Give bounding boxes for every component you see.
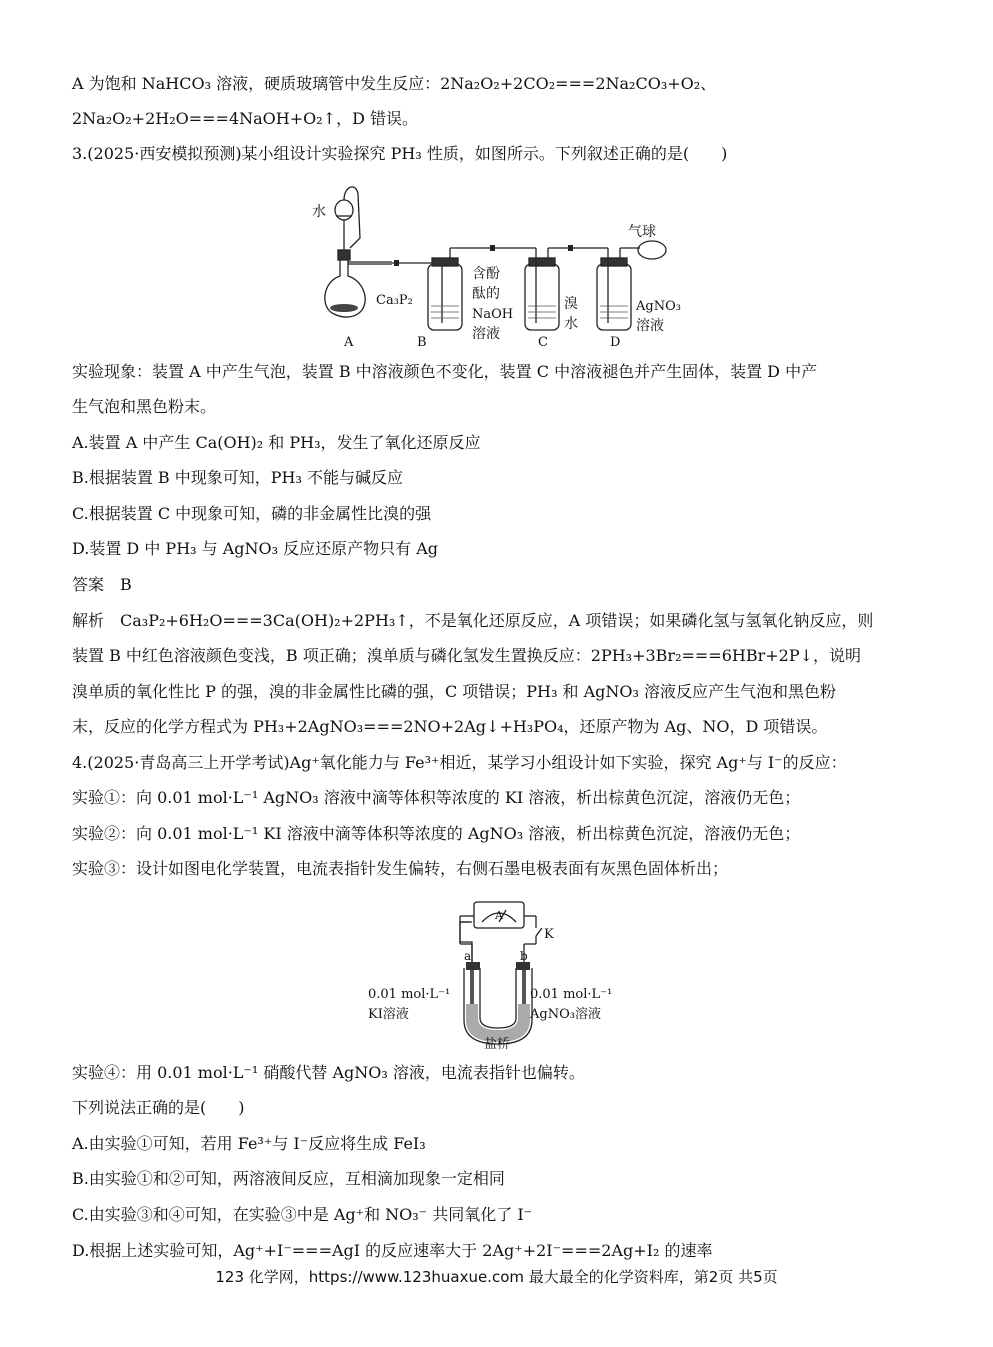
switch-label: K — [544, 927, 554, 942]
analysis: 解析 Ca₃P₂+6H₂O===3Ca(OH)₂+2PH₃↑，不是氧化还原反应，A 项错误；如果磷化氢与氢氧化钠反应，则 — [72, 611, 874, 630]
label-a: A — [344, 335, 354, 350]
text-line: 2Na₂O₂+2H₂O===4NaOH+O₂↑，D 错误。 — [72, 109, 419, 128]
electrode-b-label: b — [520, 949, 528, 963]
option-a: A.由实验①可知，若用 Fe³⁺与 I⁻反应将生成 FeI₃ — [72, 1134, 426, 1153]
option-a: A.装置 A 中产生 Ca(OH)₂ 和 PH₃，发生了氧化还原反应 — [72, 433, 481, 452]
label-ca3p2: Ca₃P₂ — [376, 293, 413, 308]
label-c-solution: 溴 — [564, 296, 578, 312]
option-b: B.由实验①和②可知，两溶液间反应，互相滴加现象一定相同 — [72, 1169, 505, 1188]
phosphine-apparatus-figure — [300, 178, 700, 350]
text-line: 生气泡和黑色粉末。 — [72, 397, 217, 416]
analysis: 装置 B 中红色溶液颜色变浅，B 项正确；溴单质与磷化氢发生置换反应：2PH₃+3Br₂===6HBr+2P↓，说明 — [72, 646, 862, 665]
label-b: B — [417, 335, 427, 350]
label-d: D — [610, 335, 621, 350]
right-solution: AgNO₃溶液 — [530, 1007, 601, 1022]
question-prompt: 下列说法正确的是( ) — [72, 1098, 245, 1117]
question-3-stem: 3.(2025·西安模拟预测)某小组设计实验探究 PH₃ 性质，如图所示。下列叙述正确的是( ) — [72, 144, 728, 163]
label-d-solution: 溶液 — [636, 318, 664, 334]
experiment-4: 实验④：用 0.01 mol·L⁻¹ 硝酸代替 AgNO₃ 溶液，电流表指针也偏转。 — [72, 1063, 585, 1082]
salt-bridge-label: 盐桥 — [484, 1037, 511, 1052]
label-b-solution: 酞的 — [472, 286, 500, 302]
ammeter-label: A — [495, 909, 503, 922]
option-b: B.根据装置 B 中现象可知，PH₃ 不能与碱反应 — [72, 468, 403, 487]
text-line: A 为饱和 NaHCO₃ 溶液，硬质玻璃管中发生反应：2Na₂O₂+2CO₂===2Na₂CO₃+O₂、 — [72, 74, 717, 93]
left-concentration: 0.01 mol·L⁻¹ — [368, 987, 451, 1002]
label-b-solution: 含酚 — [472, 266, 500, 282]
label-balloon: 气球 — [628, 224, 656, 240]
left-solution: KI溶液 — [368, 1007, 409, 1022]
label-water: 水 — [312, 204, 326, 220]
label-d-solution: AgNO₃ — [636, 299, 681, 314]
option-c: C.根据装置 C 中现象可知，磷的非金属性比溴的强 — [72, 504, 432, 523]
option-d: D.装置 D 中 PH₃ 与 AgNO₃ 反应还原产物只有 Ag — [72, 539, 439, 558]
answer: 答案 B — [72, 575, 132, 594]
page-footer: 123 化学网，https://www.123huaxue.com 最大最全的化学资料库，第2页 共5页 — [215, 1268, 778, 1286]
experiment-3: 实验③：设计如图电化学装置，电流表指针发生偏转，右侧石墨电极表面有灰黑色固体析出； — [72, 859, 729, 878]
label-c-solution: 水 — [564, 316, 578, 332]
right-concentration: 0.01 mol·L⁻¹ — [530, 987, 613, 1002]
text-line: 实验现象：装置 A 中产生气泡，装置 B 中溶液颜色不变化，装置 C 中溶液褪色并产生固体，装置 D 中产 — [72, 362, 818, 381]
label-c: C — [538, 335, 548, 350]
question-4-stem: 4.(2025·青岛高三上开学考试)Ag⁺氧化能力与 Fe³⁺相近，某学习小组设计如下实验，探究 Ag⁺与 I⁻的反应： — [72, 753, 847, 772]
electrochemical-cell-figure — [360, 892, 650, 1052]
label-b-solution: NaOH — [472, 307, 514, 322]
option-c: C.由实验③和④可知，在实验③中是 Ag⁺和 NO₃⁻ 共同氧化了 I⁻ — [72, 1205, 533, 1224]
electrode-a-label: a — [464, 949, 472, 963]
option-d: D.根据上述实验可知，Ag⁺+I⁻===AgI 的反应速率大于 2Ag⁺+2I⁻===2Ag+I₂ 的速率 — [72, 1241, 713, 1260]
label-b-solution: 溶液 — [472, 326, 500, 342]
experiment-1: 实验①：向 0.01 mol·L⁻¹ AgNO₃ 溶液中滴等体积等浓度的 KI 溶液，析出棕黄色沉淀，溶液仍无色； — [72, 788, 801, 807]
analysis: 溴单质的氧化性比 P 的强，溴的非金属性比磷的强，C 项错误；PH₃ 和 AgNO₃ 溶液反应产生气泡和黑色粉 — [72, 682, 836, 701]
analysis: 末，反应的化学方程式为 PH₃+2AgNO₃===2NO+2Ag↓+H₃PO₄，还原产物为 Ag、NO，D 项错误。 — [72, 717, 828, 736]
experiment-2: 实验②：向 0.01 mol·L⁻¹ KI 溶液中滴等体积等浓度的 AgNO₃ 溶液，析出棕黄色沉淀，溶液仍无色； — [72, 824, 801, 843]
